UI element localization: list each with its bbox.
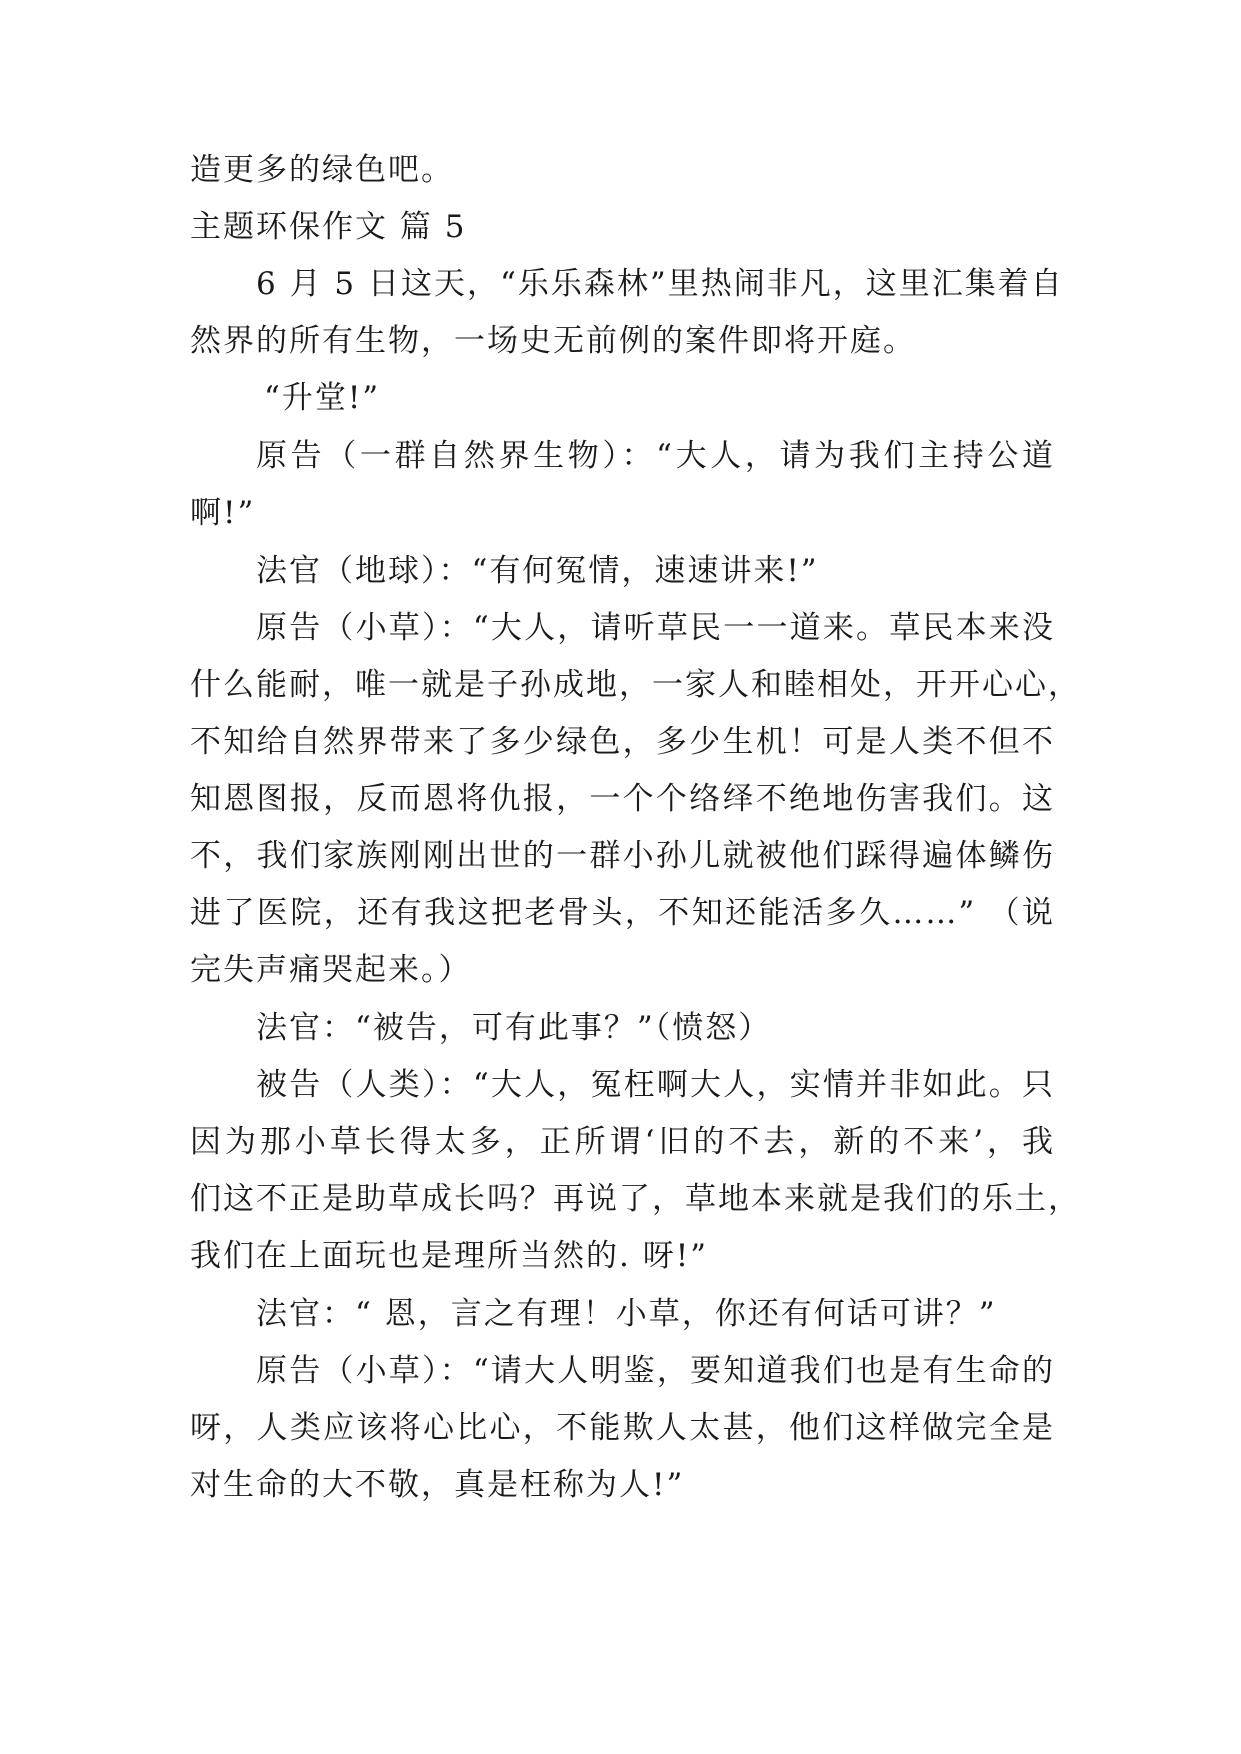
text-line: 造更多的绿色吧。 — [190, 152, 454, 188]
text-line: 进了医院，还有我这把老骨头，不知还能活多久……” （说 — [190, 895, 1055, 931]
text-line: “升堂!” — [264, 380, 381, 416]
text-line: 呀，人类应该将心比心，不能欺人太甚，他们这样做完全是 — [190, 1410, 1055, 1446]
text-line: 不知给自然界带来了多少绿色，多少生机！可是人类不但不 — [190, 724, 1055, 760]
section-heading: 主题环保作文 篇 5 — [190, 209, 467, 245]
text-line: 6 月 5 日这天，“乐乐森林”里热闹非凡，这里汇集着自 — [256, 266, 1064, 302]
text-line: 什么能耐，唯一就是子孙成地，一家人和睦相处，开开心心， — [190, 667, 1081, 703]
text-line: 然界的所有生物，一场史无前例的案件即将开庭。 — [190, 323, 916, 359]
text-line: 原告（小草）：“请大人明鉴，要知道我们也是有生命的 — [256, 1353, 1055, 1389]
text-line: 完失声痛哭起来。） — [190, 952, 472, 988]
text-line: 被告（人类）：“大人，冤枉啊大人，实情并非如此。只 — [256, 1067, 1055, 1103]
text-line: 知恩图报，反而恩将仇报，一个个络绎不绝地伤害我们。这 — [190, 781, 1055, 817]
text-line: 我们在上面玩也是理所当然的. 呀!” — [190, 1238, 709, 1274]
text-line: 原告（一群自然界生物）：“大人，请为我们主持公道 — [256, 438, 1055, 474]
text-line: 原告（小草）：“大人，请听草民一一道来。草民本来没 — [256, 610, 1055, 646]
text-line: 法官（地球）：“有何冤情，速速讲来!” — [256, 553, 819, 589]
text-line: 啊!” — [190, 495, 256, 531]
text-line: 们这不正是助草成长吗？再说了，草地本来就是我们的乐土， — [190, 1181, 1081, 1217]
text-line: 对生命的大不敬，真是枉称为人!” — [190, 1467, 685, 1503]
text-line: 因为那小草长得太多，正所谓‘旧的不去，新的不来’，我 — [190, 1124, 1055, 1160]
text-line: 不，我们家族刚刚出世的一群小孙儿就被他们踩得遍体鳞伤 — [190, 838, 1055, 874]
text-line: 法官：“被告，可有此事？”（愤怒） — [256, 1010, 772, 1046]
text-line: 法官：“ 恩，言之有理！小草，你还有何话可讲？” — [256, 1296, 997, 1332]
